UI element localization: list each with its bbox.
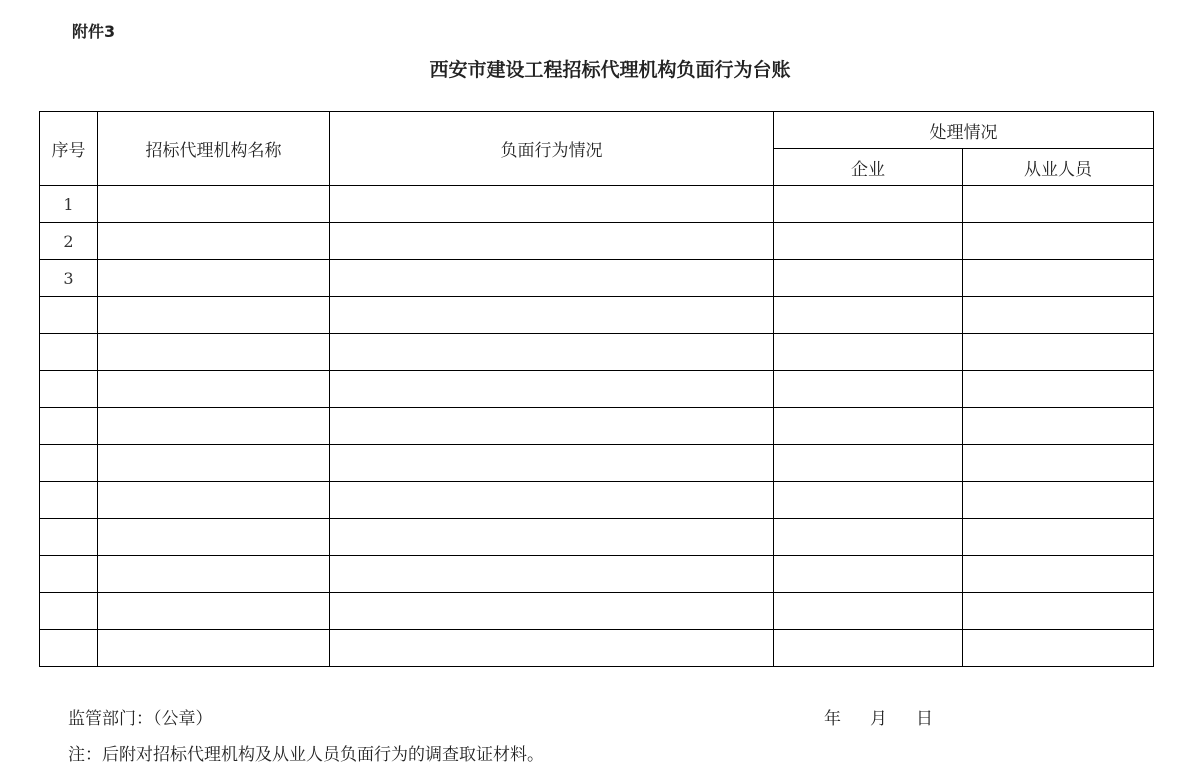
cell-behavior [330, 334, 774, 371]
cell-practitioners [963, 260, 1154, 297]
cell-behavior [330, 186, 774, 223]
table-row [40, 593, 1154, 630]
cell-behavior [330, 593, 774, 630]
cell-index [40, 371, 98, 408]
cell-behavior [330, 445, 774, 482]
table-row [40, 371, 1154, 408]
cell-enterprise [774, 371, 963, 408]
cell-practitioners [963, 223, 1154, 260]
cell-agency-name [98, 223, 330, 260]
cell-index [40, 408, 98, 445]
table-row [40, 186, 1154, 223]
header-enterprise: 企业 [774, 149, 963, 186]
cell-agency-name [98, 260, 330, 297]
ledger-table [39, 111, 1154, 667]
cell-enterprise [774, 445, 963, 482]
table-row [40, 223, 1154, 260]
cell-behavior [330, 297, 774, 334]
table-row [40, 297, 1154, 334]
table-row [40, 482, 1154, 519]
header-practitioners: 从业人员 [963, 149, 1154, 186]
cell-behavior [330, 482, 774, 519]
supervisor-department-label: 监管部门：（公章） [68, 709, 213, 729]
cell-agency-name [98, 593, 330, 630]
table-row [40, 408, 1154, 445]
table-row [40, 519, 1154, 556]
table-row [40, 260, 1154, 297]
cell-practitioners [963, 408, 1154, 445]
cell-index [40, 297, 98, 334]
cell-enterprise [774, 260, 963, 297]
cell-practitioners [963, 593, 1154, 630]
cell-practitioners [963, 334, 1154, 371]
cell-agency-name [98, 408, 330, 445]
cell-behavior [330, 519, 774, 556]
cell-practitioners [963, 297, 1154, 334]
table-row [40, 445, 1154, 482]
cell-enterprise [774, 482, 963, 519]
cell-enterprise [774, 186, 963, 223]
cell-practitioners [963, 371, 1154, 408]
header-handling: 处理情况 [774, 112, 1154, 149]
date-day: 日 [916, 709, 933, 729]
cell-index [40, 556, 98, 593]
cell-behavior [330, 223, 774, 260]
date-line [824, 708, 933, 730]
table-row [40, 556, 1154, 593]
cell-agency-name [98, 630, 330, 667]
cell-index [40, 482, 98, 519]
cell-behavior [330, 556, 774, 593]
cell-enterprise [774, 408, 963, 445]
header-agency-name: 招标代理机构名称 [98, 112, 330, 186]
date-month: 月 [870, 709, 887, 729]
cell-behavior [330, 371, 774, 408]
cell-enterprise [774, 630, 963, 667]
attachment-label: 附件3 [72, 22, 116, 41]
cell-practitioners [963, 186, 1154, 223]
cell-index [40, 630, 98, 667]
cell-enterprise [774, 223, 963, 260]
cell-enterprise [774, 593, 963, 630]
cell-agency-name [98, 445, 330, 482]
table-header [40, 112, 1154, 186]
cell-agency-name [98, 519, 330, 556]
cell-index [40, 445, 98, 482]
cell-enterprise [774, 297, 963, 334]
cell-index [40, 334, 98, 371]
header-index: 序号 [40, 112, 98, 186]
cell-practitioners [963, 519, 1154, 556]
cell-agency-name [98, 334, 330, 371]
cell-practitioners [963, 630, 1154, 667]
page-title: 西安市建设工程招标代理机构负面行为台账 [429, 59, 791, 81]
date-year: 年 [824, 709, 841, 729]
cell-agency-name [98, 482, 330, 519]
cell-practitioners [963, 482, 1154, 519]
table-body [40, 186, 1154, 667]
cell-index [40, 593, 98, 630]
cell-agency-name [98, 371, 330, 408]
cell-behavior [330, 260, 774, 297]
cell-index [40, 519, 98, 556]
cell-behavior [330, 630, 774, 667]
table-row [40, 334, 1154, 371]
cell-enterprise [774, 556, 963, 593]
cell-agency-name [98, 297, 330, 334]
cell-index: 3 [40, 260, 98, 297]
cell-practitioners [963, 445, 1154, 482]
cell-agency-name [98, 186, 330, 223]
cell-behavior [330, 408, 774, 445]
cell-practitioners [963, 556, 1154, 593]
cell-enterprise [774, 334, 963, 371]
header-behavior: 负面行为情况 [330, 112, 774, 186]
footnote: 注：后附对招标代理机构及从业人员负面行为的调查取证材料。 [68, 745, 544, 765]
cell-index: 1 [40, 186, 98, 223]
cell-enterprise [774, 519, 963, 556]
table-row [40, 630, 1154, 667]
cell-agency-name [98, 556, 330, 593]
cell-index: 2 [40, 223, 98, 260]
